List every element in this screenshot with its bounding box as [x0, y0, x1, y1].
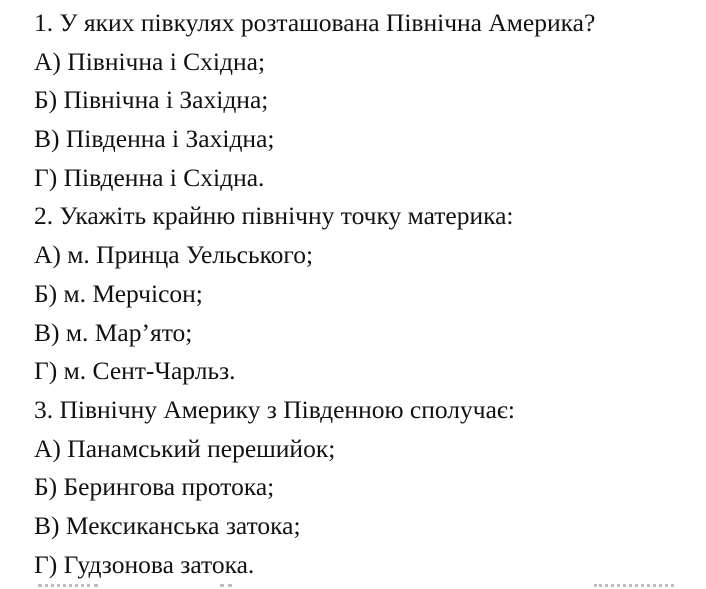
- question-2-option-b: Б) м. Мерчісон;: [34, 278, 203, 308]
- question-2-option-a: А) м. Принца Уельського;: [34, 240, 314, 270]
- question-3-prompt: 3. Північну Америку з Південною сполучає:: [34, 394, 515, 424]
- question-1-option-d: Г) Південна і Східна.: [34, 162, 265, 192]
- question-3-option-d: Г) Гудзонова затока.: [34, 549, 255, 579]
- cut-off-text-fragment: [594, 584, 674, 589]
- question-3-option-a: А) Панамський перешийок;: [34, 433, 336, 463]
- cut-off-text-fragment: [38, 584, 98, 589]
- question-2-prompt: 2. Укажіть крайню північну точку материка:: [34, 201, 514, 231]
- cut-off-next-line: [34, 578, 684, 589]
- question-1-prompt: 1. У яких півкулях розташована Північна Америка?: [34, 8, 596, 37]
- cut-off-text-fragment: [220, 584, 232, 589]
- question-1-option-b: Б) Північна і Західна;: [34, 85, 269, 115]
- question-1-option-c: В) Південна і Західна;: [34, 124, 275, 154]
- question-3-option-b: Б) Берингова протока;: [34, 472, 275, 502]
- quiz-document: [34, 4, 706, 584]
- question-3-option-c: В) Мексиканська затока;: [34, 510, 301, 540]
- question-2-option-d: Г) м. Сент-Чарльз.: [34, 356, 236, 386]
- question-1-option-a: А) Північна і Східна;: [34, 46, 266, 76]
- question-2-option-c: В) м. Мар’ято;: [34, 317, 193, 347]
